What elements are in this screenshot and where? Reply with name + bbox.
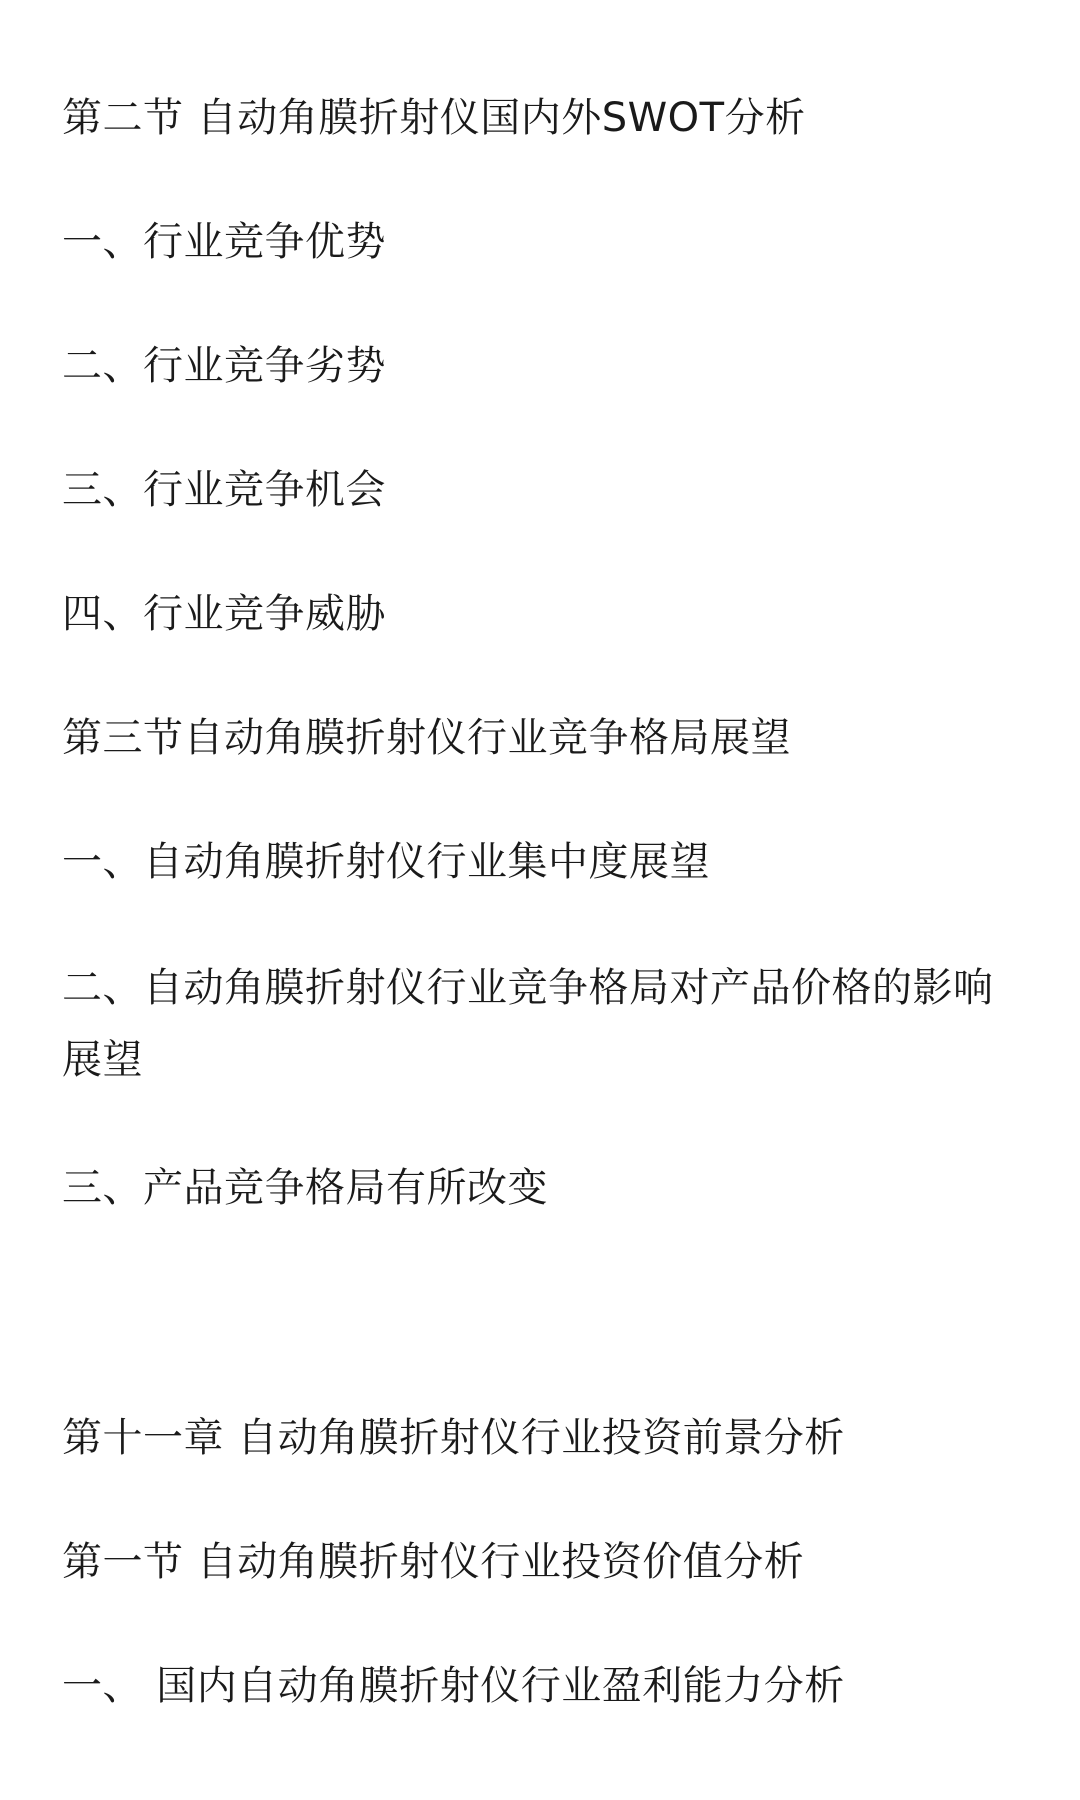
- section-heading-investment-value: 第一节 自动角膜折射仪行业投资价值分析: [62, 1539, 805, 1585]
- list-item-disadvantage: 二、行业竞争劣势: [62, 343, 386, 389]
- list-item-threat: 四、行业竞争威胁: [62, 591, 386, 637]
- list-item-price-impact-outlook: 二、自动角膜折射仪行业竞争格局对产品价格的影响展望: [62, 965, 994, 1083]
- list-item-profitability: 一、 国内自动角膜折射仪行业盈利能力分析: [62, 1663, 845, 1709]
- list-item-opportunity: 三、行业竞争机会: [62, 467, 386, 513]
- list-item-concentration-outlook: 一、自动角膜折射仪行业集中度展望: [62, 839, 710, 885]
- section-heading-competition-outlook: 第三节自动角膜折射仪行业竞争格局展望: [62, 715, 791, 761]
- list-item-pattern-change: 三、产品竞争格局有所改变: [62, 1165, 548, 1211]
- list-item-advantage: 一、行业竞争优势: [62, 219, 386, 265]
- chapter-heading-investment-prospect: 第十一章 自动角膜折射仪行业投资前景分析: [62, 1415, 845, 1461]
- section-heading-swot: 第二节 自动角膜折射仪国内外SWOT分析: [62, 95, 806, 141]
